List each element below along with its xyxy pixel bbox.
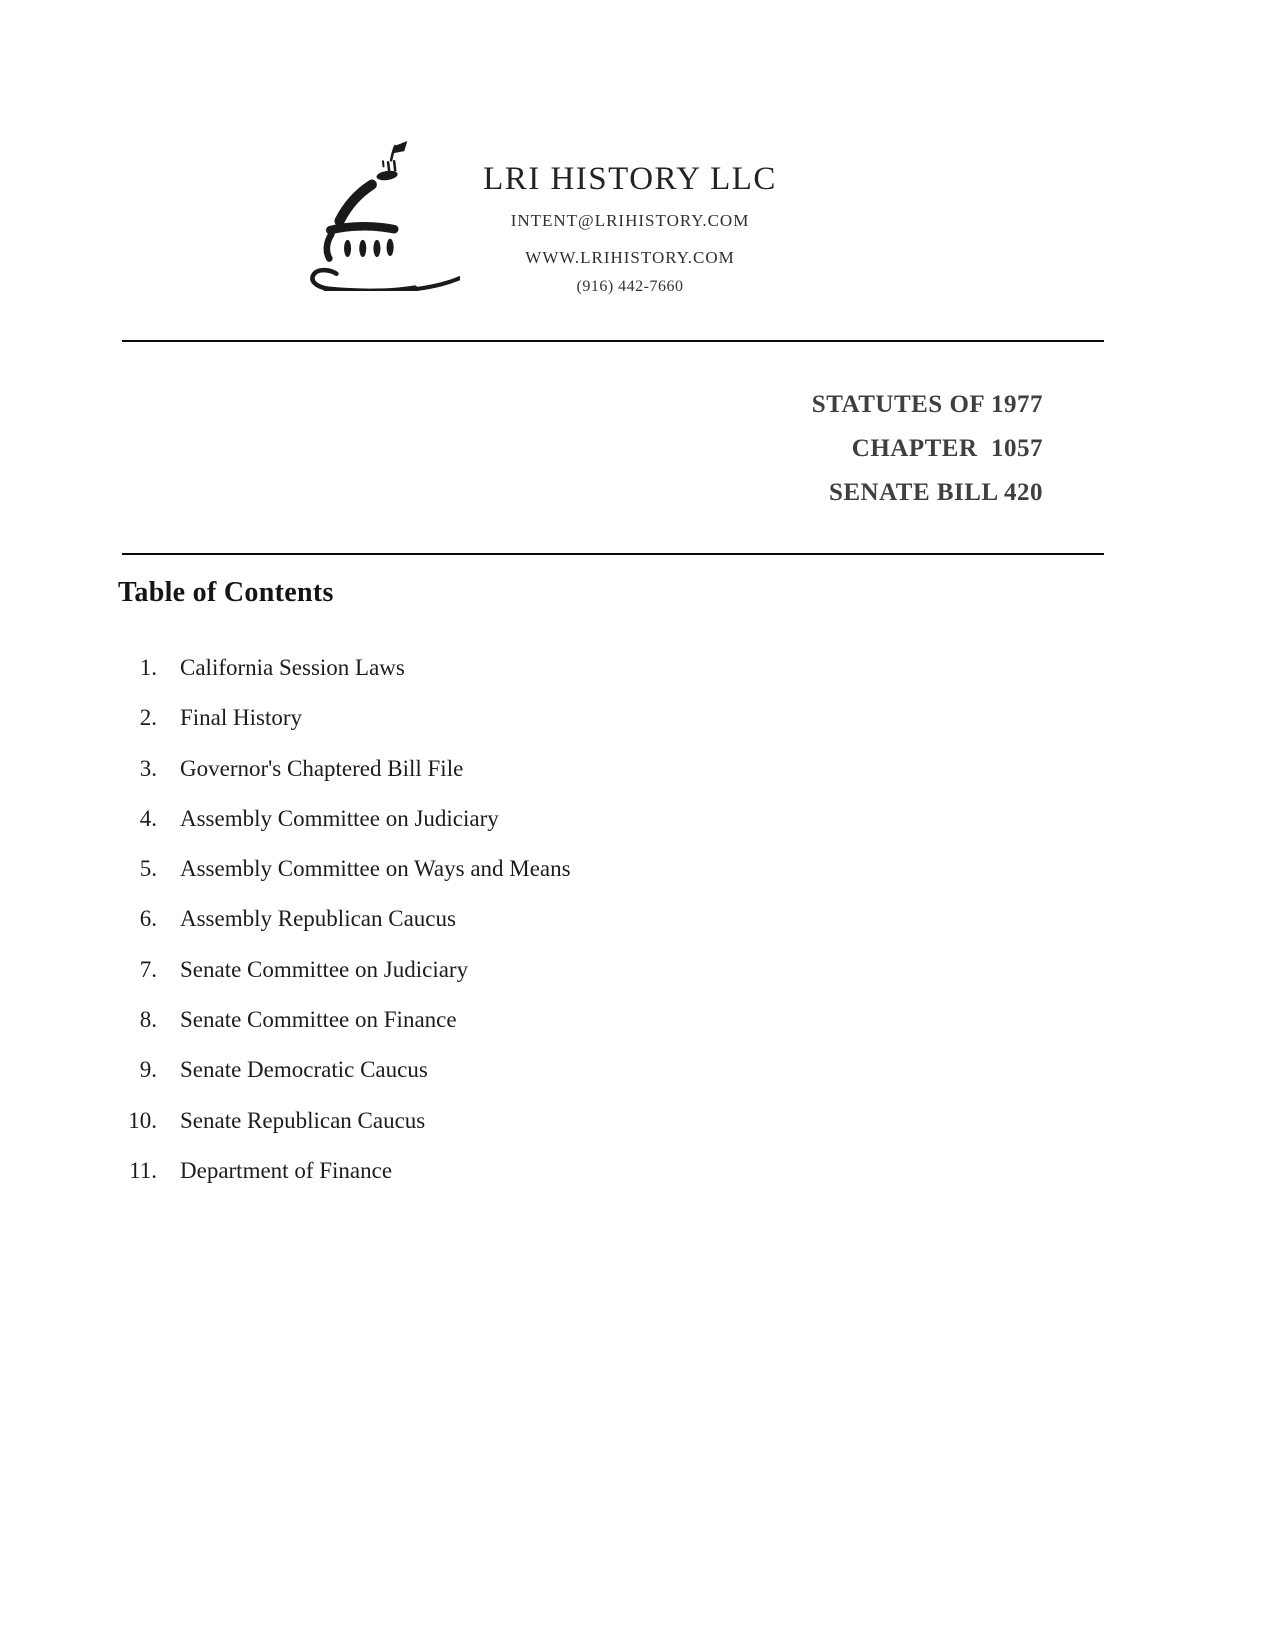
document-info [812, 383, 1043, 515]
toc-item [100, 693, 1000, 743]
toc-item-label: Senate Republican Caucus [180, 1107, 426, 1133]
toc-title: Table of Contents [118, 577, 334, 608]
company-website: WWW.LRIHISTORY.COM [525, 248, 735, 267]
toc-item [100, 794, 1000, 844]
toc-item-label: Senate Democratic Caucus [180, 1057, 428, 1083]
toc-item-number: 6. [139, 906, 157, 932]
chapter-line: CHAPTER 1057 [851, 435, 1043, 462]
toc-item-label: Department of Finance [180, 1157, 393, 1183]
toc-item [100, 1045, 1000, 1095]
toc-item-label: Assembly Committee on Ways and Means [180, 856, 571, 882]
toc-list [100, 643, 1000, 1196]
toc-item [100, 643, 1000, 693]
toc-item-number: 5. [139, 856, 157, 882]
toc-item [100, 894, 1000, 944]
horizontal-rule-top [122, 340, 1104, 342]
toc-item-number: 11. [129, 1157, 157, 1183]
toc-item-label: Final History [180, 705, 303, 731]
toc-item-label: Assembly Committee on Judiciary [180, 805, 499, 831]
toc-item [100, 1146, 1000, 1196]
toc-item-number: 4. [139, 805, 157, 831]
toc-item-label: Senate Committee on Finance [180, 1007, 457, 1033]
toc-item [100, 1096, 1000, 1146]
table-of-contents [100, 576, 1000, 1196]
company-phone: (916) 442-7660 [576, 278, 684, 295]
toc-item-number: 10. [128, 1107, 157, 1133]
toc-item [100, 995, 1000, 1045]
senate-bill-line: SENATE BILL 420 [828, 479, 1043, 506]
letterhead-text [430, 160, 830, 301]
toc-item-label: Governor's Chaptered Bill File [180, 755, 464, 781]
toc-item-number: 8. [139, 1007, 157, 1033]
toc-item-number: 1. [139, 655, 157, 680]
toc-item [100, 844, 1000, 894]
toc-item-label: Assembly Republican Caucus [180, 906, 456, 932]
horizontal-rule-bottom [122, 553, 1104, 555]
toc-item-number: 2. [139, 705, 157, 731]
statutes-line: STATUTES OF 1977 [811, 391, 1043, 418]
toc-item-label: Senate Committee on Judiciary [180, 956, 469, 982]
company-name: LRI HISTORY LLC [483, 161, 777, 197]
toc-item-number: 9. [139, 1057, 157, 1083]
toc-item [100, 744, 1000, 794]
toc-item-number: 3. [139, 755, 157, 781]
toc-item [100, 945, 1000, 995]
toc-item-label: California Session Laws [180, 655, 405, 680]
toc-item-number: 7. [139, 956, 157, 982]
company-email: INTENT@LRIHISTORY.COM [510, 211, 750, 230]
